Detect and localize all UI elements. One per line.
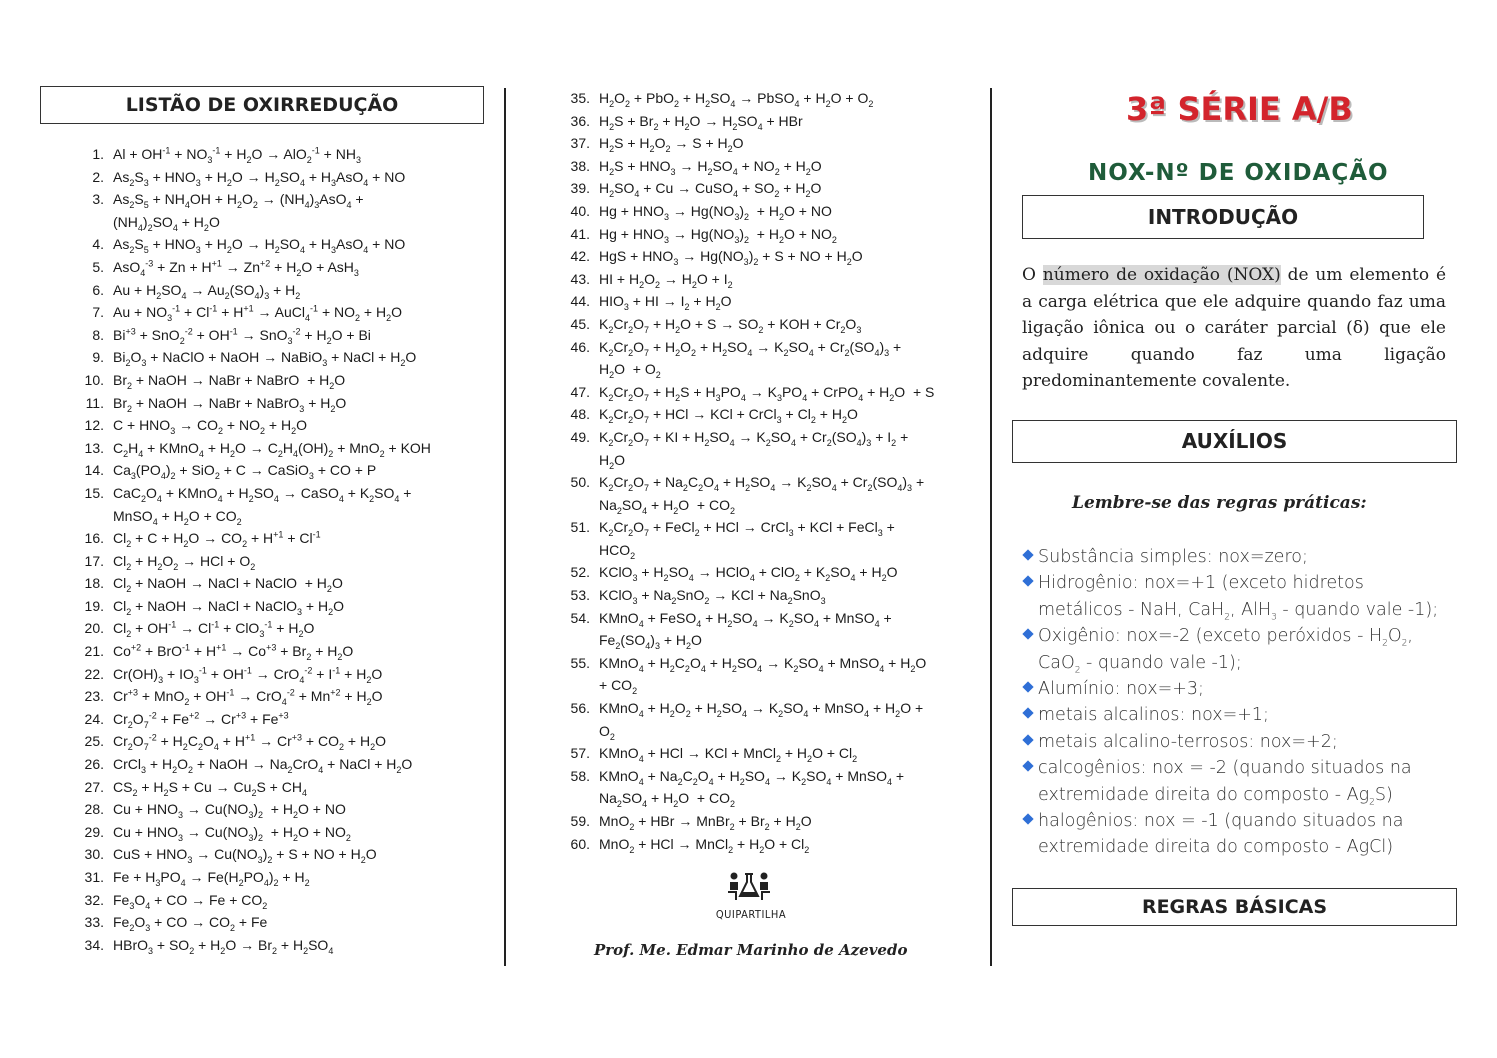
rule-item [1022,570,1452,623]
equation-number: 3. [92,191,104,208]
equation-number: 20. [84,620,104,637]
equation-text: $H_2S + H_2O_2 \to S + H_2O$ [599,135,744,154]
equation-text: KMnO$_4$ + HCl → KCl + MnCl$_2$ + $H_2O + Cl_2$ [599,745,858,765]
equation-text: KMnO$_4$ + FeSO$_4$ + $H_2SO_4 \to K_2SO_4$ + MnSO$_4$ + $Fe_2(SO_4)_3 + H_2O$ [599,609,892,652]
equation-text: $Cl_2 + C + H_2O \to CO_2 + H^{+1} + Cl^{-1}$ [113,529,321,549]
equation-item [566,561,976,584]
equation-item [566,697,976,742]
equation-number: 25. [84,733,104,750]
equation-text: $Co^{+2} + BrO^{-1} + H^{+1} \to Co^{+3} + Br_2 + H_2O$ [113,642,354,662]
equation-text: HI + $H_2O_2 \to H_2O + I_2$ [599,270,733,290]
equation-number: 30. [84,846,104,863]
equation-number: 38. [570,157,590,174]
equation-list-left [80,143,480,956]
quipartilha-logo [724,870,774,904]
equation-number: 57. [570,745,590,762]
equation-number: 32. [84,891,104,908]
rule-text: Substância simples: nox=zero; [1038,547,1308,567]
equation-item [566,132,976,155]
aux-heading: AUXÍLIOS [1181,429,1288,453]
equation-text: $Fe + H_3PO_4 \to Fe(H_2PO_4)_2 + H_2$ [113,869,310,888]
equation-item [80,640,480,663]
equation-number: 50. [570,474,590,491]
equation-text: $K_2Cr_2O_7 + Na_2C_2O_4 + H_2SO_4 \to K_2SO_4 + Cr_2(SO_4)_3$ + $Na_2SO_4 + H_2O + CO_2$ [599,474,925,516]
equation-text: $Fe_2O_3$ + CO → $CO_2 + Fe$ [113,914,268,933]
equation-text: $H_2S + Br_2 + H_2O \to H_2SO_4$ + HBr [599,112,803,132]
equation-item [566,200,976,223]
equation-item [80,866,480,889]
equation-item [80,889,480,912]
equation-item [80,798,480,821]
equation-text: $Cl_2 + H_2O_2$ → HCl + $O_2$ [113,552,256,572]
equation-item [566,810,976,833]
equation-item [80,663,480,686]
equation-number: 22. [84,665,104,682]
equation-text: $Cu + HNO_3 \to Cu(NO_3)_2 + H_2O + NO_2$ [113,823,351,843]
equation-number: 6. [92,281,104,298]
equation-text: $K_2Cr_2O_7 + H_2O + S \to SO_2$ + KOH + $Cr_2O_3$ [599,315,862,335]
equation-item [80,821,480,844]
equation-text: $K_2Cr_2O_7$ + FeCl$_2$ + HCl → CrCl$_3$ + KCl + FeCl$_3$ + $HCO_2$ [599,519,895,561]
equation-number: 27. [84,778,104,795]
equation-item [80,527,480,550]
equation-text: KClO$_3$ + $H_2SO_4$ → HClO$_4$ + $ClO_2 + K_2SO_4 + H_2O$ [599,564,898,584]
rule-text: calcogênios: nox = -2 (quando situados na extremidade direita do composto - $Ag_2S$) [1038,758,1412,808]
equation-number: 60. [570,835,590,852]
equation-number: 23. [84,688,104,705]
rules-list [1022,544,1452,861]
equation-item [566,516,976,561]
equation-item [80,482,480,527]
equation-number: 59. [570,813,590,829]
column-divider-right [990,88,992,966]
equation-item [566,177,976,200]
equation-number: 4. [92,236,104,253]
equation-number: 42. [570,248,590,265]
equation-text: $K_2Cr_2O_7 + H_2S + H_3PO_4 \to K_3PO_4$ + CrPO$_4$ + $H_2O + S$ [599,383,935,403]
equation-text: $H_2S + HNO_3 \to H_2SO_4 + NO_2 + H_2O$ [599,157,822,177]
series-title: 3ª SÉRIE A/B [1126,90,1353,128]
equation-number: 28. [84,801,104,818]
equation-number: 51. [570,519,590,536]
equation-item [566,584,976,607]
equation-number: 8. [92,326,104,343]
equation-item [80,934,480,957]
equation-text: $Cr_2O_7^{-2} + Fe^{+2} \to Cr^{+3} + Fe^{+3}$ [113,710,289,730]
bullet-diamond-icon [1022,813,1033,824]
equation-text: CuS + $HNO_3 \to Cu(NO_3)_2 + S$ + NO + $H_2O$ [113,846,377,866]
equation-text: $Cl_2$ + NaOH → NaCl + NaClO + $H_2O$ [113,575,343,595]
equation-text: HBrO$_3$ + $SO_2 + H_2O \to Br_2 + H_2SO_4$ [113,936,334,956]
rule-item [1022,702,1452,728]
intro-paragraph [1022,262,1446,395]
equation-number: 1. [92,146,104,162]
equation-text: $Br_2$ + NaOH → NaBr + NaBrO$_3$ + $H_2O$ [113,394,347,414]
equation-item [566,765,976,810]
equation-text: $K_2Cr_2O_7 + H_2O_2 + H_2SO_4 \to K_2SO_4 + Cr_2(SO_4)_3$ + $H_2O + O_2$ [599,338,902,380]
intro-rest: de um elemento é a carga elétrica que ele adquire quando faz uma ligação iônica ou o caráter parcial (δ) que ele adquire quando faz uma ligação predominantemente covalente. [1022,265,1447,391]
flask-people-icon [724,870,774,904]
equation-number: 58. [570,767,590,784]
equation-text: $Bi^{+3} + SnO_2^{-2} + OH^{-1} \to SnO_3^{-2} + H_2O + Bi$ [113,326,371,346]
equation-item [80,301,480,324]
equation-number: 19. [84,597,104,614]
equation-text: $H_2O_2 + PbO_2 + H_2SO_4$ → PbSO$_4$ + $H_2O + O_2$ [599,90,874,109]
equation-number: 52. [570,564,590,581]
equation-text: $Cr^{+3} + MnO_2 + OH^{-1} \to CrO_4^{-2} + Mn^{+2} + H_2O$ [113,687,383,708]
basic-rules-heading: REGRAS BÁSICAS [1141,896,1328,918]
equation-item [80,753,480,776]
equation-text: $K_2Cr_2O_7$ + HCl → KCl + CrCl$_3$ + $Cl_2 + H_2O$ [599,406,858,426]
bullet-diamond-icon [1022,629,1033,640]
equation-text: HgS + $HNO_3 \to Hg(NO_3)_2 + S$ + NO + $H_2O$ [599,248,863,267]
rule-item [1022,544,1452,570]
equation-item [566,245,976,268]
equation-text: $Cu + HNO_3 \to Cu(NO_3)_2 + H_2O$ + NO [113,801,346,821]
equation-text: $HIO_3$ + HI → $I_2 + H_2O$ [599,293,732,313]
logo-text: QUIPARTILHA [715,908,787,921]
equation-number: 7. [92,304,104,321]
equation-number: 43. [570,270,590,287]
equation-number: 26. [84,756,104,773]
equation-number: 29. [84,823,104,840]
equation-text: KMnO$_4$ + $H_2O_2 + H_2SO_4 \to K_2SO_4$ + MnSO$_4$ + $H_2O$ + $O_2$ [599,700,924,742]
equation-item [80,188,480,233]
equation-text: $Hg + HNO_3 \to Hg(NO_3)_2 + H_2O + NO_2$ [599,225,837,245]
equation-item [566,381,976,404]
equation-number: 13. [84,439,104,456]
equation-item [80,233,480,256]
rule-item [1022,729,1452,755]
equation-item [566,742,976,765]
equation-number: 56. [570,700,590,717]
equation-number: 15. [84,484,104,501]
equation-item [80,369,480,392]
equation-item [566,426,976,471]
equation-item [80,143,480,166]
equation-number: 10. [84,371,104,388]
equation-item [80,617,480,640]
equation-text: $Br_2$ + NaOH → NaBr + NaBrO + $H_2O$ [113,371,346,391]
equation-item [566,471,976,516]
rule-text: metais alcalinos: nox=+1; [1038,705,1269,726]
equation-item [80,256,480,279]
equation-text: $Au + NO_3^{-1} + Cl^{-1} + H^{+1}$ → AuCl$_4^{-1}$ + $NO_2 + H_2O$ [113,303,403,323]
equation-item [80,279,480,302]
basic-rules-box [1012,888,1457,926]
equation-text: MnO$_2$ + HCl → MnCl$_2$ + $H_2O + Cl_2$ [599,835,810,855]
equation-text: $C + HNO_3 \to CO_2 + NO_2 + H_2O$ [113,417,307,436]
bullet-diamond-icon [1022,576,1033,587]
equation-number: 46. [570,338,590,355]
equation-text: KMnO$_4$ + $Na_2C_2O_4 + H_2SO_4 \to K_2SO_4$ + MnSO$_4$ + $Na_2SO_4 + H_2O + CO_2$ [599,767,905,810]
equation-text: $Fe_3O_4$ + CO → $Fe + CO_2$ [113,891,268,911]
equation-number: 53. [570,587,590,604]
equation-text: $Hg + HNO_3 \to Hg(NO_3)_2 + H_2O$ + NO [599,202,832,222]
equation-item [566,87,976,110]
equation-number: 49. [570,428,590,445]
equation-item [566,336,976,381]
equation-number: 47. [570,383,590,400]
intro-heading-box [1022,195,1424,239]
rule-text: Alumínio: nox=+3; [1038,679,1204,700]
bullet-diamond-icon [1022,761,1033,772]
equation-text: KMnO$_4$ + $H_2C_2O_4 + H_2SO_4 \to K_2SO_4$ + MnSO$_4$ + $H_2O$ + $CO_2$ [599,654,927,697]
equation-text: KClO$_3$ + $Na_2SnO_2$ → KCl + $Na_2SnO_3$ [599,587,826,606]
equation-item [80,459,480,482]
equation-item [80,730,480,753]
equation-item [80,911,480,934]
rule-item [1022,808,1452,861]
equation-text: $Cl_2$ + NaOH → NaCl + NaClO$_3$ + $H_2O$ [113,597,344,617]
list-title-box [40,86,484,124]
intro-heading: INTRODUÇÃO [1147,205,1299,229]
equation-number: 31. [84,869,104,885]
equation-number: 18. [84,575,104,592]
equation-number: 45. [570,315,590,332]
aux-heading-box [1012,420,1457,463]
equation-number: 9. [92,349,104,366]
equation-list-middle [566,87,976,855]
equation-item [80,414,480,437]
column-divider-left [504,88,506,966]
equation-item [80,324,480,347]
equation-number: 40. [570,202,590,219]
equation-number: 11. [85,394,104,411]
equation-item [80,392,480,415]
equation-item [80,550,480,573]
equation-text: $Al + OH^{-1} + NO_3^{-1} + H_2O \to AlO_2^{-1} + NH_3$ [113,145,361,165]
equation-number: 5. [92,258,104,275]
equation-item [566,223,976,246]
equation-item [80,166,480,189]
equation-number: 12. [84,417,104,434]
equation-text: $Bi_2O_3$ + NaClO + NaOH → NaBiO$_3$ + NaCl + $H_2O$ [113,349,417,369]
bullet-diamond-icon [1022,681,1033,692]
equation-number: 16. [84,530,104,547]
equation-number: 21. [84,643,104,660]
equation-number: 2. [92,168,104,185]
equation-number: 34. [84,936,104,953]
equation-item [80,572,480,595]
rule-text: Oxigênio: nox=-2 (exceto peróxidos - $H_2O_2$, CaO$_2$ - quando vale -1); [1038,626,1413,676]
equation-text: $CS_2 + H_2S + Cu \to Cu_2S + CH_4$ [113,778,307,798]
bullet-diamond-icon [1022,734,1033,745]
equation-item [566,833,976,856]
rule-item [1022,755,1452,808]
intro-lead: O [1022,265,1036,285]
author-name: Prof. Me. Edmar Marinho de Azevedo [594,941,908,959]
rule-text: metais alcalino-terrosos: nox=+2; [1038,731,1338,752]
equation-item [80,437,480,460]
equation-item [80,708,480,731]
equation-item [80,346,480,369]
equation-text: $H_2SO_4 + Cu$ → CuSO$_4$ + $SO_2 + H_2O$ [599,180,822,200]
equation-number: 33. [84,914,104,931]
equation-text: $K_2Cr_2O_7$ + KI + $H_2SO_4 \to K_2SO_4 + Cr_2(SO_4)_3 + I_2$ + $H_2O$ [599,428,909,471]
bullet-diamond-icon [1022,708,1033,719]
equation-number: 37. [570,135,590,152]
equation-number: 36. [570,112,590,129]
equation-item [566,313,976,336]
equation-text: $Au + H_2SO_4 \to Au_2(SO_4)_3 + H_2$ [113,281,301,301]
equation-number: 17. [84,552,104,569]
equation-text: $Cr(OH)_3 + IO_3^{-1} + OH^{-1} \to CrO_4^{-2} + I^{-1} + H_2O$ [113,665,383,685]
equation-text: $C_2H_4$ + KMnO$_4$ + $H_2O \to C_2H_4(OH)_2 + MnO_2$ + KOH [113,439,431,459]
equation-item [80,843,480,866]
list-title: LISTÃO DE OXIRREDUÇÃO [125,94,399,116]
equation-item [80,776,480,799]
equation-text: $Cr_2O_7^{-2} + H_2C_2O_4 + H^{+1} \to Cr^{+3} + CO_2 + H_2O$ [113,732,386,753]
equation-item [566,403,976,426]
equation-number: 24. [84,710,104,727]
equation-text: $AsO_4^{-3} + Zn + H^{+1} \to Zn^{+2} + H_2O + AsH_3$ [113,258,359,278]
equation-item [80,685,480,708]
rule-text: halogênios: nox = -1 (quando situados na extremidade direita do composto - AgCl) [1038,811,1404,858]
equation-text: $As_2S_5 + NH_4OH + H_2O_2 \to (NH_4)_3AsO_4$ + $(NH_4)_2SO_4 + H_2O$ [113,191,364,233]
equation-number: 35. [570,90,590,106]
equation-text: $Ca_3(PO_4)_2 + SiO_2 + C$ → CaSiO$_3$ + CO + P [113,462,377,482]
intro-highlight: número de oxidação (NOX) [1042,265,1281,285]
bullet-diamond-icon [1022,549,1033,560]
equation-number: 41. [570,225,590,242]
equation-text: $Cl_2 + OH^{-1} \to Cl^{-1} + ClO_3^{-1} + H_2O$ [113,619,315,640]
equation-number: 55. [570,654,590,671]
rules-heading: Lembre-se das regras práticas: [1072,493,1367,513]
equation-number: 39. [570,180,590,197]
equation-text: CrCl$_3$ + $H_2O_2$ + NaOH → $Na_2CrO_4$ + NaCl + $H_2O$ [113,756,413,775]
equation-number: 48. [570,406,590,423]
rule-text: Hidrogênio: nox=+1 (exceto hidretos metálicos - NaH, CaH$_2$, AlH$_3$ - quando vale -1); [1038,573,1439,623]
equation-item [80,595,480,618]
equation-text: $As_2S_3 + HNO_3 + H_2O \to H_2SO_4 + H_3AsO_4$ + NO [113,168,406,188]
equation-item [566,110,976,133]
equation-text: MnO$_2$ + HBr → MnBr$_2$ + $Br_2 + H_2O$ [599,813,812,832]
equation-number: 44. [570,293,590,310]
equation-number: 54. [570,609,590,626]
equation-item [566,155,976,178]
rule-item [1022,623,1452,676]
equation-text: $CaC_2O_4$ + KMnO$_4$ + $H_2SO_4$ → CaSO$_4$ + $K_2SO_4$ + MnSO$_4$ + $H_2O + CO_2$ [113,484,412,527]
equation-item [566,652,976,697]
rule-item [1022,676,1452,702]
equation-item [566,607,976,652]
equation-item [566,268,976,291]
equation-text: $As_2S_5 + HNO_3 + H_2O \to H_2SO_4 + H_3AsO_4$ + NO [113,236,406,256]
subject-title: NOX-Nº DE OXIDAÇÃO [1088,160,1389,186]
equation-number: 14. [84,462,104,479]
equation-item [566,290,976,313]
